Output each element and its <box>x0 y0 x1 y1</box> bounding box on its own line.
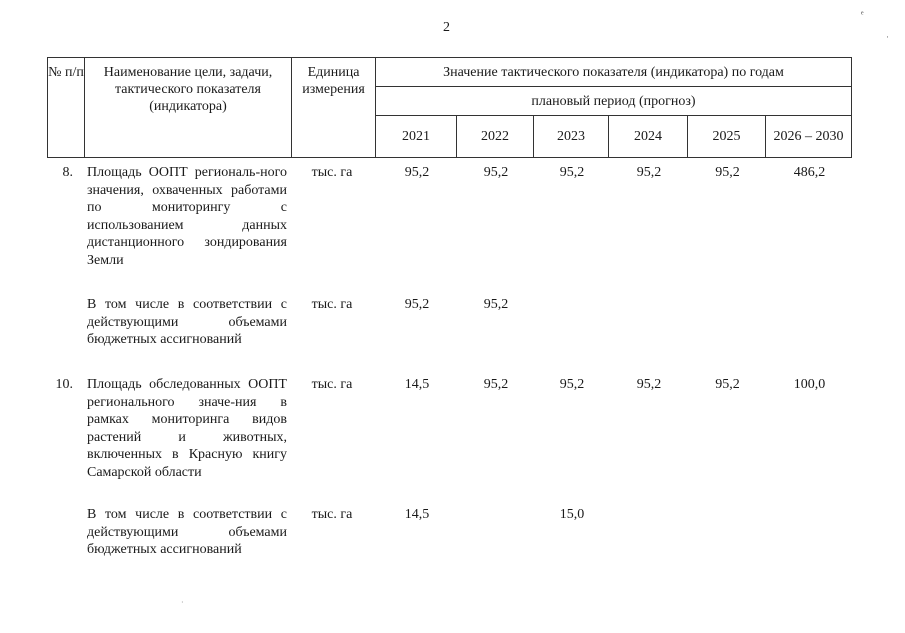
table-header <box>47 57 852 158</box>
row-name: В том числе в соответствии с действующими объемами бюджетных ассигнований <box>87 297 287 347</box>
row-unit: тыс. га <box>311 297 353 312</box>
page-number: 2 <box>443 20 450 35</box>
scan-mark: ᵉ <box>861 9 864 20</box>
header-col-values: Значение тактического показателя (индикатора) по годам <box>376 58 852 87</box>
header-col-num: № п/п <box>48 58 85 158</box>
scan-mark: · <box>181 598 184 607</box>
row-value: 95,2 <box>559 165 585 180</box>
row-value: 95,2 <box>636 165 662 180</box>
row-value: 95,2 <box>715 165 740 180</box>
header-year: 2025 <box>688 116 766 158</box>
row-value: 95,2 <box>404 165 430 180</box>
row-name: Площадь обследованных ООПТ регионального значе-ния в рамках мониторинга видов растений и животных, включенных в Красную книгу Самарской области <box>87 377 287 480</box>
row-value: 95,2 <box>559 377 585 392</box>
row-value: 95,2 <box>715 377 740 392</box>
row-unit: тыс. га <box>311 507 353 522</box>
row-name: В том числе в соответствии с действующими объемами бюджетных ассигнований <box>87 507 287 557</box>
row-value: 95,2 <box>636 377 662 392</box>
row-unit: тыс. га <box>311 377 353 392</box>
header-year: 2023 <box>534 116 609 158</box>
row-value: 95,2 <box>483 297 509 312</box>
header-col-name: Наименование цели, задачи, тактического показателя (индикатора) <box>85 58 292 158</box>
row-value: 14,5 <box>404 507 430 522</box>
row-value: 95,2 <box>483 377 509 392</box>
row-value: 14,5 <box>404 377 430 392</box>
row-value: 15,0 <box>559 507 585 522</box>
header-col-plan: плановый период (прогноз) <box>376 87 852 116</box>
header-year: 2026 – 2030 <box>766 116 852 158</box>
header-year: 2022 <box>457 116 534 158</box>
scan-mark: · <box>886 32 889 42</box>
row-value: 100,0 <box>793 377 826 392</box>
row-unit: тыс. га <box>311 165 353 180</box>
row-number: 8. <box>62 165 73 180</box>
row-number: 10. <box>55 377 73 392</box>
header-year: 2021 <box>376 116 457 158</box>
row-value: 95,2 <box>483 165 509 180</box>
header-year: 2024 <box>609 116 688 158</box>
row-value: 486,2 <box>793 165 826 180</box>
row-value: 95,2 <box>404 297 430 312</box>
row-name: Площадь ООПТ региональ-ного значения, охваченных работами по мониторингу с использованием данных дистанционного зондирования Земли <box>87 165 287 268</box>
header-col-unit: Единица измерения <box>292 58 376 158</box>
